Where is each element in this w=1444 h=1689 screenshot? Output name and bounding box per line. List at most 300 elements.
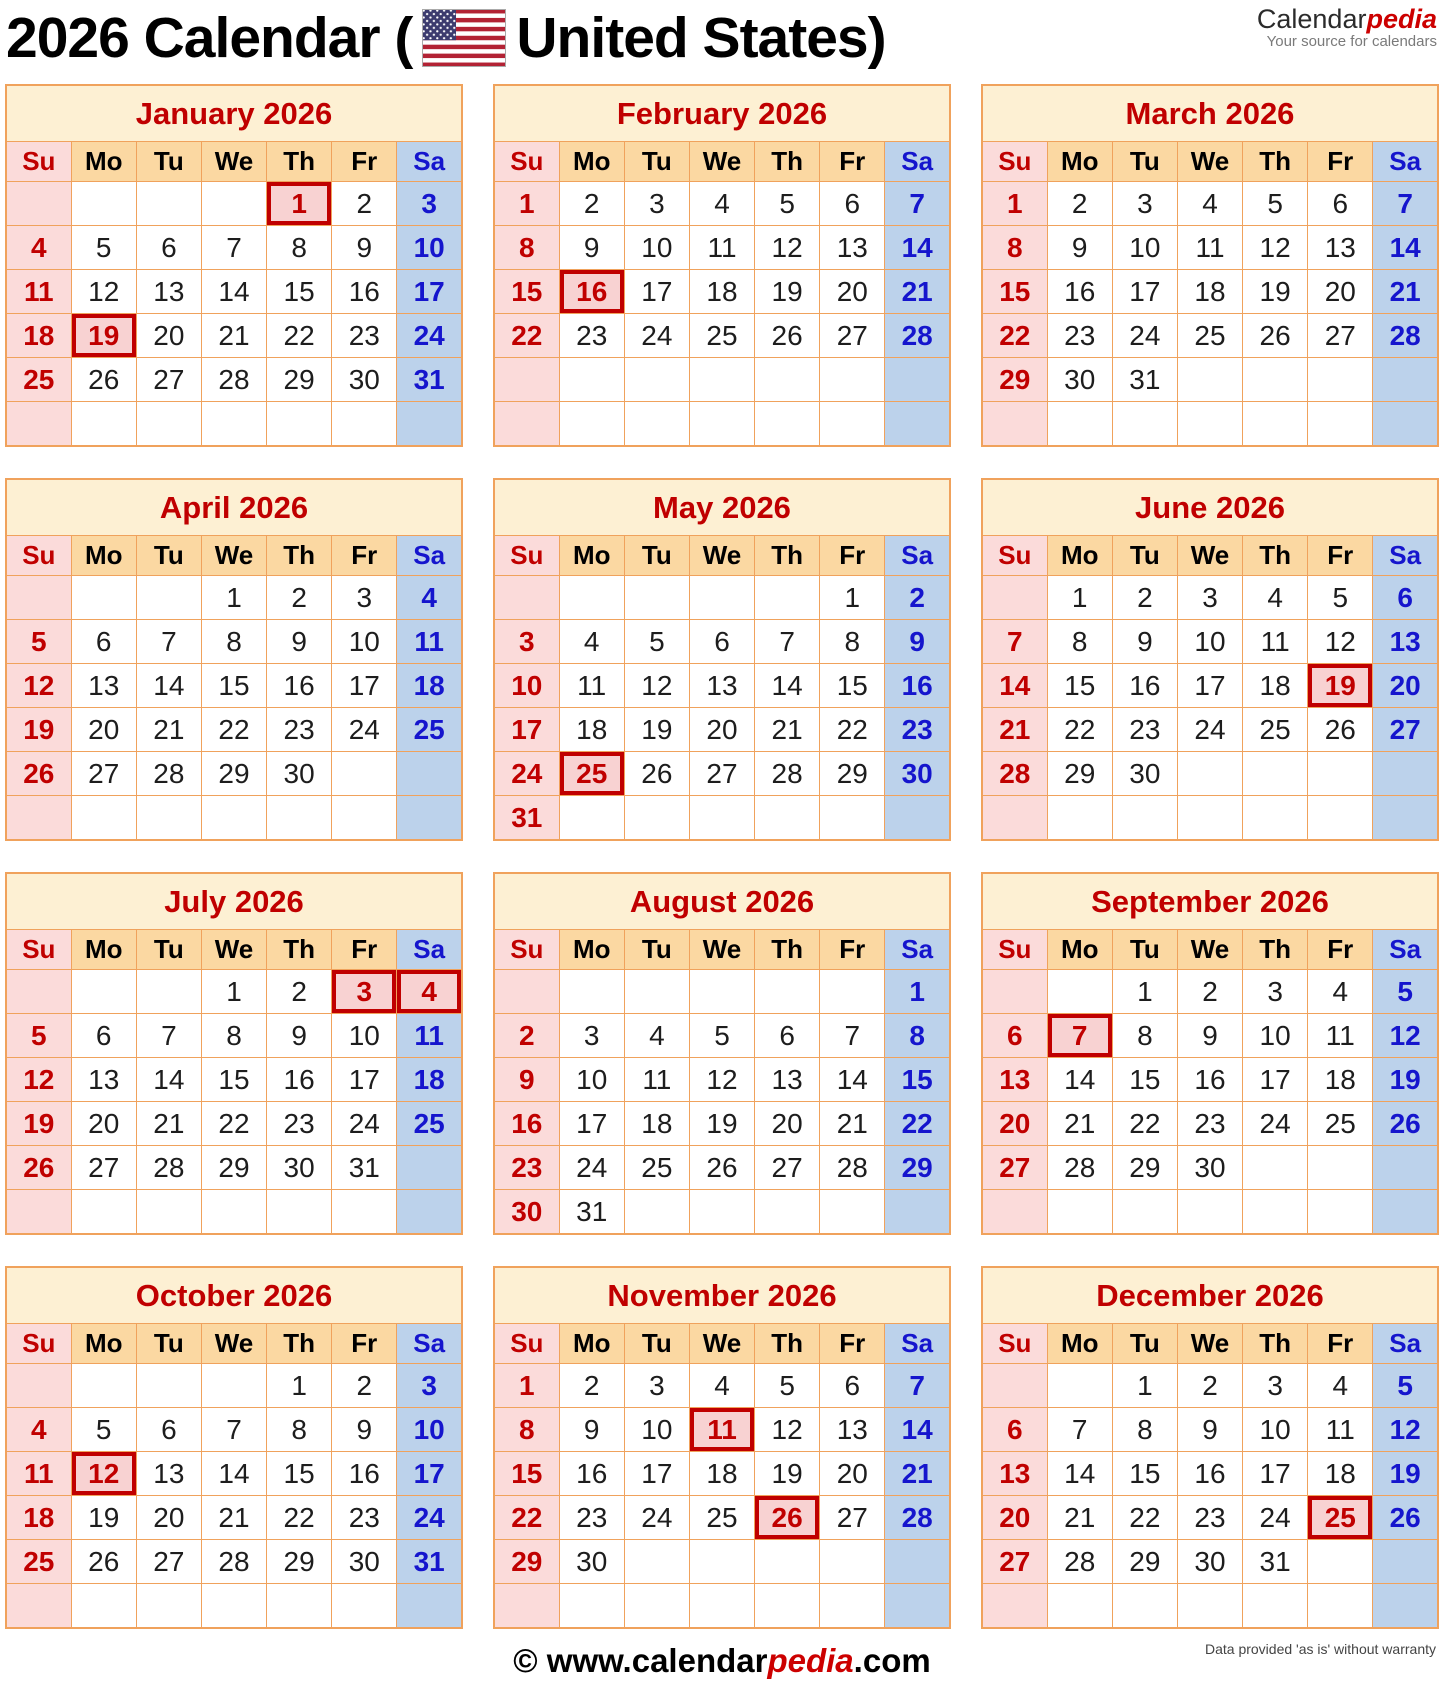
- day-december-21: 21: [1047, 1496, 1112, 1540]
- day-december-19: 19: [1373, 1452, 1438, 1496]
- dow-mo-november: Mo: [559, 1324, 624, 1364]
- day-january-20: 20: [136, 314, 201, 358]
- dow-su-april: Su: [6, 536, 71, 576]
- day-september-19: 19: [1373, 1058, 1438, 1102]
- day-cell-empty: [689, 796, 754, 841]
- day-june-23: 23: [1112, 708, 1177, 752]
- dow-th-january: Th: [267, 142, 332, 182]
- day-january-27: 27: [136, 358, 201, 402]
- day-cell-empty: [136, 1364, 201, 1408]
- day-november-19: 19: [755, 1452, 820, 1496]
- day-february-28: 28: [885, 314, 950, 358]
- day-may-14: 14: [755, 664, 820, 708]
- day-april-23: 23: [267, 708, 332, 752]
- dow-su-december: Su: [982, 1324, 1047, 1364]
- day-april-9: 9: [267, 620, 332, 664]
- day-july-30: 30: [267, 1146, 332, 1190]
- day-cell-empty: [1243, 796, 1308, 841]
- day-october-24: 24: [397, 1496, 462, 1540]
- month-title-september: September 2026: [982, 873, 1438, 930]
- day-april-14: 14: [136, 664, 201, 708]
- day-october-1: 1: [267, 1364, 332, 1408]
- day-cell-empty: [71, 1364, 136, 1408]
- month-april: [5, 478, 463, 841]
- day-september-5: 5: [1373, 970, 1438, 1014]
- day-december-9: 9: [1177, 1408, 1242, 1452]
- us-flag-icon: [422, 9, 506, 67]
- day-november-24: 24: [624, 1496, 689, 1540]
- day-cell-empty: [1112, 1584, 1177, 1629]
- day-august-29: 29: [885, 1146, 950, 1190]
- day-september-2: 2: [1177, 970, 1242, 1014]
- day-cell-empty: [820, 1190, 885, 1235]
- day-cell-empty: [71, 1584, 136, 1629]
- day-september-30: 30: [1177, 1146, 1242, 1190]
- day-august-19: 19: [689, 1102, 754, 1146]
- day-march-12: 12: [1243, 226, 1308, 270]
- day-july-28: 28: [136, 1146, 201, 1190]
- day-april-22: 22: [201, 708, 266, 752]
- day-january-13: 13: [136, 270, 201, 314]
- dow-th-february: Th: [755, 142, 820, 182]
- day-august-5: 5: [689, 1014, 754, 1058]
- day-cell-empty: [136, 576, 201, 620]
- dow-th-october: Th: [267, 1324, 332, 1364]
- day-cell-empty: [1373, 358, 1438, 402]
- day-november-18: 18: [689, 1452, 754, 1496]
- day-cell-empty: [6, 970, 71, 1014]
- day-cell-empty: [1243, 1146, 1308, 1190]
- day-march-2: 2: [1047, 182, 1112, 226]
- day-june-3: 3: [1177, 576, 1242, 620]
- day-cell-empty: [1112, 1190, 1177, 1235]
- day-july-8: 8: [201, 1014, 266, 1058]
- day-cell-empty: [689, 358, 754, 402]
- day-cell-empty: [755, 1190, 820, 1235]
- day-cell-empty: [689, 1540, 754, 1584]
- day-may-21: 21: [755, 708, 820, 752]
- day-april-28: 28: [136, 752, 201, 796]
- day-march-6: 6: [1308, 182, 1373, 226]
- dow-we-february: We: [689, 142, 754, 182]
- day-cell-empty: [1243, 1190, 1308, 1235]
- dow-mo-may: Mo: [559, 536, 624, 576]
- day-cell-empty: [1308, 1584, 1373, 1629]
- day-cell-empty: [689, 1584, 754, 1629]
- day-cell-empty: [494, 1584, 559, 1629]
- dow-tu-december: Tu: [1112, 1324, 1177, 1364]
- day-july-29: 29: [201, 1146, 266, 1190]
- day-february-3: 3: [624, 182, 689, 226]
- day-october-25: 25: [6, 1540, 71, 1584]
- day-january-5: 5: [71, 226, 136, 270]
- dow-tu-july: Tu: [136, 930, 201, 970]
- day-cell-empty: [885, 796, 950, 841]
- day-cell-empty: [559, 358, 624, 402]
- day-cell-empty: [136, 970, 201, 1014]
- holiday-july-3: 3: [332, 970, 397, 1014]
- day-cell-empty: [820, 796, 885, 841]
- day-january-10: 10: [397, 226, 462, 270]
- day-january-29: 29: [267, 358, 332, 402]
- day-march-27: 27: [1308, 314, 1373, 358]
- day-cell-empty: [624, 1584, 689, 1629]
- day-cell-empty: [1047, 1190, 1112, 1235]
- day-cell-empty: [136, 182, 201, 226]
- day-october-5: 5: [71, 1408, 136, 1452]
- day-april-30: 30: [267, 752, 332, 796]
- day-february-15: 15: [494, 270, 559, 314]
- day-november-5: 5: [755, 1364, 820, 1408]
- day-may-24: 24: [494, 752, 559, 796]
- page-title-part2: United States): [516, 6, 886, 70]
- dow-th-april: Th: [267, 536, 332, 576]
- dow-fr-december: Fr: [1308, 1324, 1373, 1364]
- holiday-september-7: 7: [1047, 1014, 1112, 1058]
- day-february-10: 10: [624, 226, 689, 270]
- copyright-suffix: .com: [853, 1642, 931, 1679]
- day-april-3: 3: [332, 576, 397, 620]
- day-february-12: 12: [755, 226, 820, 270]
- day-december-29: 29: [1112, 1540, 1177, 1584]
- day-july-25: 25: [397, 1102, 462, 1146]
- dow-sa-february: Sa: [885, 142, 950, 182]
- day-september-10: 10: [1243, 1014, 1308, 1058]
- day-november-10: 10: [624, 1408, 689, 1452]
- day-may-16: 16: [885, 664, 950, 708]
- day-cell-empty: [755, 1584, 820, 1629]
- day-august-23: 23: [494, 1146, 559, 1190]
- day-september-28: 28: [1047, 1146, 1112, 1190]
- page-title-part1: 2026 Calendar (: [6, 6, 413, 70]
- day-may-10: 10: [494, 664, 559, 708]
- day-cell-empty: [71, 796, 136, 841]
- dow-th-august: Th: [755, 930, 820, 970]
- day-june-26: 26: [1308, 708, 1373, 752]
- day-august-12: 12: [689, 1058, 754, 1102]
- day-december-1: 1: [1112, 1364, 1177, 1408]
- day-cell-empty: [1243, 752, 1308, 796]
- month-may: [493, 478, 951, 841]
- dow-sa-september: Sa: [1373, 930, 1438, 970]
- day-september-27: 27: [982, 1146, 1047, 1190]
- day-cell-empty: [201, 1364, 266, 1408]
- dow-sa-april: Sa: [397, 536, 462, 576]
- day-april-12: 12: [6, 664, 71, 708]
- day-october-29: 29: [267, 1540, 332, 1584]
- day-november-27: 27: [820, 1496, 885, 1540]
- day-april-18: 18: [397, 664, 462, 708]
- day-july-26: 26: [6, 1146, 71, 1190]
- day-february-21: 21: [885, 270, 950, 314]
- day-cell-empty: [1112, 796, 1177, 841]
- day-march-5: 5: [1243, 182, 1308, 226]
- day-june-9: 9: [1112, 620, 1177, 664]
- day-august-28: 28: [820, 1146, 885, 1190]
- day-july-22: 22: [201, 1102, 266, 1146]
- day-february-2: 2: [559, 182, 624, 226]
- day-may-26: 26: [624, 752, 689, 796]
- day-october-10: 10: [397, 1408, 462, 1452]
- day-march-9: 9: [1047, 226, 1112, 270]
- day-december-27: 27: [982, 1540, 1047, 1584]
- day-june-30: 30: [1112, 752, 1177, 796]
- day-june-15: 15: [1047, 664, 1112, 708]
- day-october-23: 23: [332, 1496, 397, 1540]
- dow-we-july: We: [201, 930, 266, 970]
- day-cell-empty: [559, 970, 624, 1014]
- day-march-7: 7: [1373, 182, 1438, 226]
- day-september-8: 8: [1112, 1014, 1177, 1058]
- day-june-4: 4: [1243, 576, 1308, 620]
- dow-we-june: We: [1177, 536, 1242, 576]
- dow-th-november: Th: [755, 1324, 820, 1364]
- day-december-10: 10: [1243, 1408, 1308, 1452]
- dow-su-july: Su: [6, 930, 71, 970]
- day-september-12: 12: [1373, 1014, 1438, 1058]
- day-august-2: 2: [494, 1014, 559, 1058]
- day-may-28: 28: [755, 752, 820, 796]
- disclaimer-text: Data provided 'as is' without warranty: [1204, 1641, 1436, 1657]
- month-title-august: August 2026: [494, 873, 950, 930]
- month-title-february: February 2026: [494, 85, 950, 142]
- day-january-6: 6: [136, 226, 201, 270]
- day-cell-empty: [689, 1190, 754, 1235]
- day-august-10: 10: [559, 1058, 624, 1102]
- day-july-24: 24: [332, 1102, 397, 1146]
- day-cell-empty: [1373, 752, 1438, 796]
- day-cell-empty: [624, 1540, 689, 1584]
- day-july-15: 15: [201, 1058, 266, 1102]
- day-cell-empty: [820, 1540, 885, 1584]
- day-cell-empty: [1047, 1584, 1112, 1629]
- dow-th-july: Th: [267, 930, 332, 970]
- day-cell-empty: [332, 1190, 397, 1235]
- day-january-25: 25: [6, 358, 71, 402]
- day-february-27: 27: [820, 314, 885, 358]
- day-april-15: 15: [201, 664, 266, 708]
- day-march-24: 24: [1112, 314, 1177, 358]
- logo-brand-prefix: Calendar: [1256, 4, 1367, 34]
- day-december-12: 12: [1373, 1408, 1438, 1452]
- day-cell-empty: [755, 358, 820, 402]
- dow-su-october: Su: [6, 1324, 71, 1364]
- day-cell-empty: [397, 1146, 462, 1190]
- month-september: [981, 872, 1439, 1235]
- logo-brand-suffix: pedia: [1366, 4, 1437, 34]
- day-june-28: 28: [982, 752, 1047, 796]
- day-august-15: 15: [885, 1058, 950, 1102]
- day-december-18: 18: [1308, 1452, 1373, 1496]
- day-october-14: 14: [201, 1452, 266, 1496]
- day-january-9: 9: [332, 226, 397, 270]
- day-november-30: 30: [559, 1540, 624, 1584]
- day-august-26: 26: [689, 1146, 754, 1190]
- dow-sa-august: Sa: [885, 930, 950, 970]
- day-cell-empty: [201, 1190, 266, 1235]
- day-may-23: 23: [885, 708, 950, 752]
- day-december-11: 11: [1308, 1408, 1373, 1452]
- logo-brand: [1257, 4, 1437, 34]
- day-october-26: 26: [71, 1540, 136, 1584]
- day-cell-empty: [6, 1364, 71, 1408]
- day-september-23: 23: [1177, 1102, 1242, 1146]
- day-august-22: 22: [885, 1102, 950, 1146]
- day-february-1: 1: [494, 182, 559, 226]
- day-march-25: 25: [1177, 314, 1242, 358]
- day-april-20: 20: [71, 708, 136, 752]
- dow-th-may: Th: [755, 536, 820, 576]
- day-december-15: 15: [1112, 1452, 1177, 1496]
- day-cell-empty: [267, 1190, 332, 1235]
- day-january-2: 2: [332, 182, 397, 226]
- day-september-20: 20: [982, 1102, 1047, 1146]
- day-cell-empty: [1308, 358, 1373, 402]
- day-march-26: 26: [1243, 314, 1308, 358]
- day-september-15: 15: [1112, 1058, 1177, 1102]
- day-january-22: 22: [267, 314, 332, 358]
- day-january-7: 7: [201, 226, 266, 270]
- day-september-4: 4: [1308, 970, 1373, 1014]
- holiday-july-4: 4: [397, 970, 462, 1014]
- day-june-7: 7: [982, 620, 1047, 664]
- day-may-11: 11: [559, 664, 624, 708]
- day-july-11: 11: [397, 1014, 462, 1058]
- dow-fr-april: Fr: [332, 536, 397, 576]
- day-march-10: 10: [1112, 226, 1177, 270]
- day-september-21: 21: [1047, 1102, 1112, 1146]
- day-january-11: 11: [6, 270, 71, 314]
- day-cell-empty: [1047, 402, 1112, 447]
- day-june-2: 2: [1112, 576, 1177, 620]
- holiday-june-19: 19: [1308, 664, 1373, 708]
- day-cell-empty: [982, 1190, 1047, 1235]
- day-cell-empty: [624, 576, 689, 620]
- day-august-11: 11: [624, 1058, 689, 1102]
- day-cell-empty: [494, 970, 559, 1014]
- day-cell-empty: [1177, 358, 1242, 402]
- day-april-26: 26: [6, 752, 71, 796]
- day-september-17: 17: [1243, 1058, 1308, 1102]
- day-cell-empty: [71, 182, 136, 226]
- month-title-march: March 2026: [982, 85, 1438, 142]
- page-header: [0, 0, 1444, 84]
- dow-tu-march: Tu: [1112, 142, 1177, 182]
- day-november-21: 21: [885, 1452, 950, 1496]
- dow-fr-may: Fr: [820, 536, 885, 576]
- day-april-19: 19: [6, 708, 71, 752]
- day-cell-empty: [1177, 796, 1242, 841]
- day-june-12: 12: [1308, 620, 1373, 664]
- day-march-18: 18: [1177, 270, 1242, 314]
- day-october-18: 18: [6, 1496, 71, 1540]
- day-july-6: 6: [71, 1014, 136, 1058]
- day-march-20: 20: [1308, 270, 1373, 314]
- day-september-13: 13: [982, 1058, 1047, 1102]
- day-may-29: 29: [820, 752, 885, 796]
- month-october: [5, 1266, 463, 1629]
- day-cell-empty: [689, 576, 754, 620]
- day-december-6: 6: [982, 1408, 1047, 1452]
- day-january-23: 23: [332, 314, 397, 358]
- month-title-december: December 2026: [982, 1267, 1438, 1324]
- day-may-19: 19: [624, 708, 689, 752]
- day-september-25: 25: [1308, 1102, 1373, 1146]
- day-may-31: 31: [494, 796, 559, 841]
- day-may-5: 5: [624, 620, 689, 664]
- holiday-february-16: 16: [559, 270, 624, 314]
- dow-tu-november: Tu: [624, 1324, 689, 1364]
- day-cell-empty: [982, 402, 1047, 447]
- calendarpedia-logo[interactable]: [1257, 4, 1437, 51]
- day-march-22: 22: [982, 314, 1047, 358]
- month-title-july: July 2026: [6, 873, 462, 930]
- day-cell-empty: [885, 402, 950, 447]
- day-cell-empty: [6, 1584, 71, 1629]
- day-december-23: 23: [1177, 1496, 1242, 1540]
- day-july-31: 31: [332, 1146, 397, 1190]
- day-july-5: 5: [6, 1014, 71, 1058]
- day-cell-empty: [71, 970, 136, 1014]
- day-cell-empty: [689, 402, 754, 447]
- holiday-january-1: 1: [267, 182, 332, 226]
- day-september-11: 11: [1308, 1014, 1373, 1058]
- dow-th-september: Th: [1243, 930, 1308, 970]
- day-march-3: 3: [1112, 182, 1177, 226]
- day-november-17: 17: [624, 1452, 689, 1496]
- day-february-13: 13: [820, 226, 885, 270]
- month-july: [5, 872, 463, 1235]
- month-december: [981, 1266, 1439, 1629]
- day-cell-empty: [267, 402, 332, 447]
- dow-we-december: We: [1177, 1324, 1242, 1364]
- day-january-16: 16: [332, 270, 397, 314]
- day-november-29: 29: [494, 1540, 559, 1584]
- day-february-7: 7: [885, 182, 950, 226]
- day-february-11: 11: [689, 226, 754, 270]
- day-cell-empty: [397, 402, 462, 447]
- day-december-14: 14: [1047, 1452, 1112, 1496]
- day-cell-empty: [1177, 1584, 1242, 1629]
- day-june-8: 8: [1047, 620, 1112, 664]
- day-february-24: 24: [624, 314, 689, 358]
- day-january-4: 4: [6, 226, 71, 270]
- day-june-25: 25: [1243, 708, 1308, 752]
- dow-tu-april: Tu: [136, 536, 201, 576]
- day-december-5: 5: [1373, 1364, 1438, 1408]
- day-september-9: 9: [1177, 1014, 1242, 1058]
- day-june-14: 14: [982, 664, 1047, 708]
- day-january-17: 17: [397, 270, 462, 314]
- day-cell-empty: [885, 1540, 950, 1584]
- day-october-7: 7: [201, 1408, 266, 1452]
- day-august-27: 27: [755, 1146, 820, 1190]
- day-september-22: 22: [1112, 1102, 1177, 1146]
- day-november-2: 2: [559, 1364, 624, 1408]
- day-july-7: 7: [136, 1014, 201, 1058]
- month-august: [493, 872, 951, 1235]
- dow-fr-august: Fr: [820, 930, 885, 970]
- day-august-13: 13: [755, 1058, 820, 1102]
- day-cell-empty: [1308, 402, 1373, 447]
- day-april-4: 4: [397, 576, 462, 620]
- day-cell-empty: [982, 970, 1047, 1014]
- dow-we-march: We: [1177, 142, 1242, 182]
- day-april-24: 24: [332, 708, 397, 752]
- dow-tu-february: Tu: [624, 142, 689, 182]
- day-december-26: 26: [1373, 1496, 1438, 1540]
- day-cell-empty: [1308, 1190, 1373, 1235]
